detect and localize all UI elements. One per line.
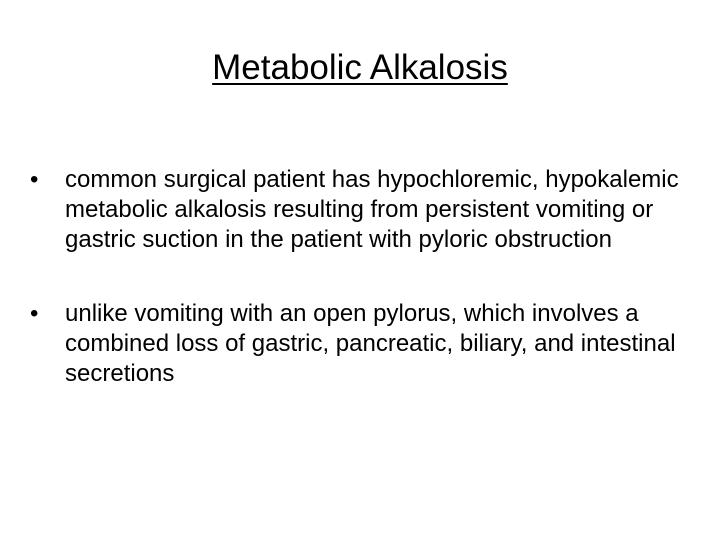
- bullet-marker: •: [30, 300, 39, 327]
- bullet-text: unlike vomiting with an open pylorus, which involves a combined loss of gastric, pancreatic, biliary, and intestinal secretions: [65, 300, 676, 387]
- bullet-text: common surgical patient has hypochloremic, hypokalemic metabolic alkalosis resulting from persistent vomiting or gastric suction in the patient with pyloric obstruction: [65, 166, 679, 253]
- bullet-marker: •: [30, 166, 39, 193]
- bullet-item: [30, 165, 690, 255]
- bullet-list: [30, 165, 690, 433]
- slide-title: Metabolic Alkalosis: [212, 48, 508, 87]
- bullet-item: [30, 299, 690, 389]
